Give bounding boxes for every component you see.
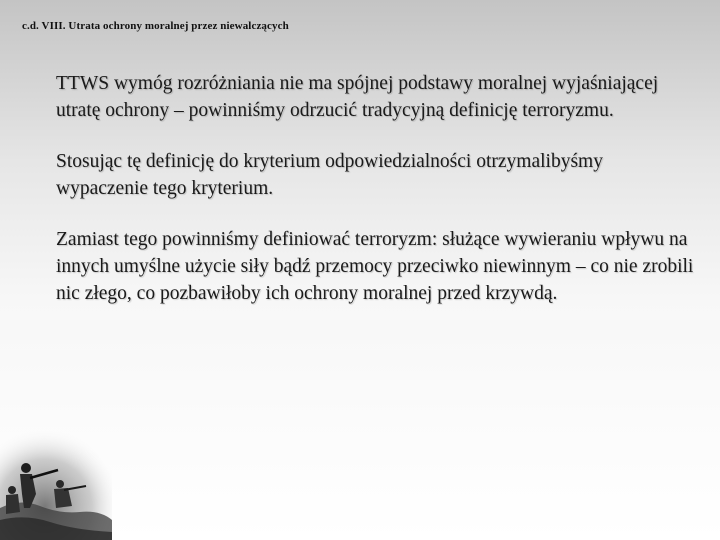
soldiers-photo-icon xyxy=(0,428,112,540)
paragraph-3: Zamiast tego powinniśmy definiować terroryzm: służące wywieraniu wpływu na innych umyślne użycie siły bądź przemocy przeciwko niewinnym – co nie zrobili nic złego, co pozbawiłoby ich ochrony moralnej przed krzywdą. xyxy=(56,229,694,304)
slide-body xyxy=(56,70,696,331)
paragraph-2: Stosując tę definicję do kryterium odpowiedzialności otrzymalibyśmy wypaczenie tego kryterium. xyxy=(56,151,603,199)
paragraph-1: TTWS wymóg rozróżniania nie ma spójnej podstawy moralnej wyjaśniającej utratę ochrony – powinniśmy odrzucić tradycyjną definicję terroryzmu. xyxy=(56,73,659,121)
slide-title: c.d. VIII. Utrata ochrony moralnej przez niewalczących xyxy=(22,20,289,32)
